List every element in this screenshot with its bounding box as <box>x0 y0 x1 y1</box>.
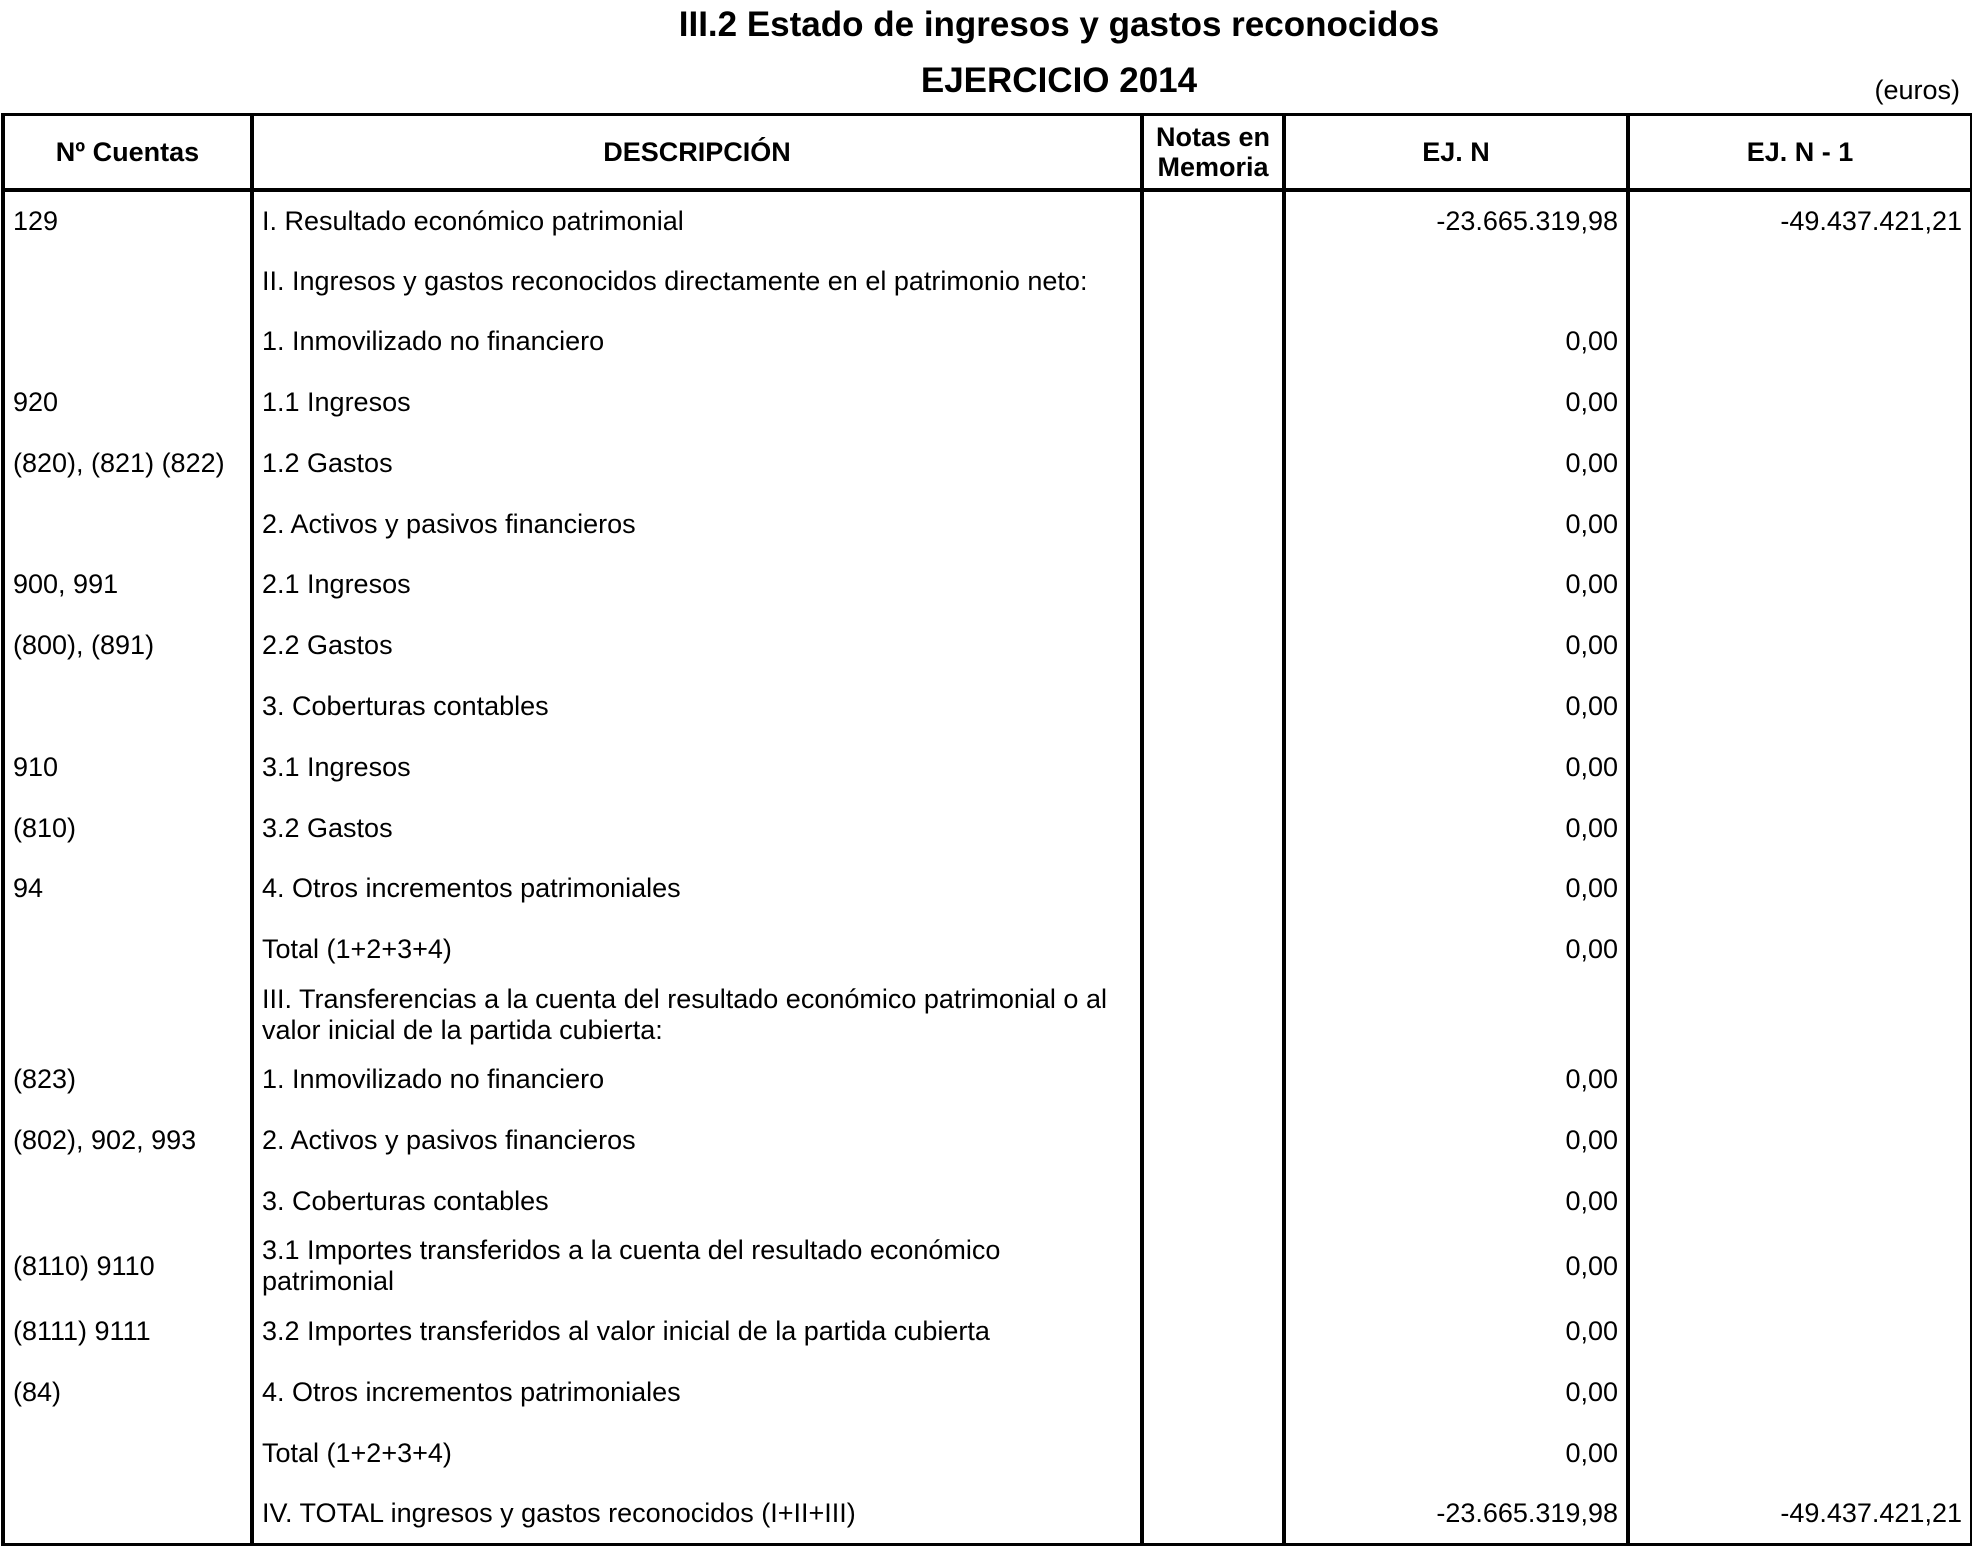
table-row <box>3 980 1972 1049</box>
notes-cell <box>1142 737 1284 798</box>
notes-cell <box>1142 1423 1284 1484</box>
description-cell: I. Resultado económico patrimonial <box>252 190 1142 251</box>
description-cell: 2.2 Gastos <box>252 615 1142 676</box>
table-row <box>3 190 1972 251</box>
description-cell: 3.2 Gastos <box>252 798 1142 859</box>
description-cell: Total (1+2+3+4) <box>252 1423 1142 1484</box>
description-cell: III. Transferencias a la cuenta del resultado económico patrimonial o al valor inicial de la partida cubierta: <box>252 980 1142 1049</box>
ej-n-1-cell <box>1628 1110 1972 1171</box>
ej-n-1-cell <box>1628 433 1972 494</box>
ej-n-1-cell <box>1628 858 1972 919</box>
account-cell <box>3 676 252 737</box>
ej-n-1-cell <box>1628 1171 1972 1232</box>
account-cell <box>3 1483 252 1544</box>
ej-n-1-cell <box>1628 1423 1972 1484</box>
account-cell <box>3 1423 252 1484</box>
ej-n-1-cell <box>1628 1049 1972 1110</box>
table-row <box>3 1301 1972 1362</box>
column-header-notes: Notas en Memoria <box>1142 115 1284 191</box>
account-cell: 920 <box>3 372 252 433</box>
ej-n-1-cell <box>1628 1232 1972 1301</box>
table-row <box>3 494 1972 555</box>
ej-n-1-cell <box>1628 676 1972 737</box>
ej-n-cell <box>1284 980 1628 1049</box>
notes-cell <box>1142 190 1284 251</box>
table-body <box>3 190 1972 1545</box>
description-cell: 4. Otros incrementos patrimoniales <box>252 858 1142 919</box>
ej-n-1-cell <box>1628 251 1972 312</box>
column-header-ej-n: EJ. N <box>1284 115 1628 191</box>
account-cell: (802), 902, 993 <box>3 1110 252 1171</box>
account-cell: 94 <box>3 858 252 919</box>
table-header-row <box>3 115 1972 191</box>
page-title: III.2 Estado de ingresos y gastos reconocidos <box>678 5 1440 44</box>
notes-cell <box>1142 494 1284 555</box>
units-label: (euros) <box>1874 75 1960 105</box>
ej-n-cell: 0,00 <box>1284 798 1628 859</box>
table-row <box>3 858 1972 919</box>
account-cell: (810) <box>3 798 252 859</box>
account-cell <box>3 980 252 1049</box>
ej-n-1-cell <box>1628 494 1972 555</box>
ej-n-cell: 0,00 <box>1284 372 1628 433</box>
ej-n-1-cell <box>1628 798 1972 859</box>
ej-n-1-cell <box>1628 615 1972 676</box>
notes-cell <box>1142 372 1284 433</box>
notes-cell <box>1142 251 1284 312</box>
ej-n-cell: 0,00 <box>1284 555 1628 616</box>
description-cell: 3. Coberturas contables <box>252 676 1142 737</box>
ej-n-1-cell: -49.437.421,21 <box>1628 190 1972 251</box>
table-row <box>3 919 1972 980</box>
ej-n-cell: 0,00 <box>1284 1423 1628 1484</box>
table-row <box>3 1362 1972 1423</box>
account-cell <box>3 251 252 312</box>
column-header-description: DESCRIPCIÓN <box>252 115 1142 191</box>
account-cell: 910 <box>3 737 252 798</box>
ej-n-cell: 0,00 <box>1284 1049 1628 1110</box>
ej-n-cell: 0,00 <box>1284 919 1628 980</box>
description-cell: 2.1 Ingresos <box>252 555 1142 616</box>
description-cell: 3. Coberturas contables <box>252 1171 1142 1232</box>
ej-n-1-cell <box>1628 555 1972 616</box>
description-cell: IV. TOTAL ingresos y gastos reconocidos (I+II+III) <box>252 1483 1142 1544</box>
table-row <box>3 1483 1972 1544</box>
notes-cell <box>1142 919 1284 980</box>
ej-n-1-cell: -49.437.421,21 <box>1628 1483 1972 1544</box>
account-cell: (800), (891) <box>3 615 252 676</box>
table-row <box>3 251 1972 312</box>
notes-cell <box>1142 312 1284 373</box>
account-cell: (8111) 9111 <box>3 1301 252 1362</box>
ej-n-cell: 0,00 <box>1284 1232 1628 1301</box>
ej-n-cell: 0,00 <box>1284 494 1628 555</box>
account-cell: 900, 991 <box>3 555 252 616</box>
notes-cell <box>1142 980 1284 1049</box>
ej-n-cell: 0,00 <box>1284 615 1628 676</box>
ej-n-cell <box>1284 251 1628 312</box>
ej-n-1-cell <box>1628 980 1972 1049</box>
description-cell: 1.2 Gastos <box>252 433 1142 494</box>
table-row <box>3 1171 1972 1232</box>
table-row <box>3 737 1972 798</box>
ej-n-cell: -23.665.319,98 <box>1284 1483 1628 1544</box>
description-cell: 3.1 Importes transferidos a la cuenta del resultado económico patrimonial <box>252 1232 1142 1301</box>
table-row <box>3 555 1972 616</box>
table-row <box>3 798 1972 859</box>
description-cell: 3.1 Ingresos <box>252 737 1142 798</box>
table-row <box>3 1110 1972 1171</box>
ej-n-cell: 0,00 <box>1284 433 1628 494</box>
ej-n-1-cell <box>1628 1301 1972 1362</box>
account-cell: (823) <box>3 1049 252 1110</box>
ej-n-cell: 0,00 <box>1284 1362 1628 1423</box>
ej-n-cell: 0,00 <box>1284 1171 1628 1232</box>
ej-n-cell: 0,00 <box>1284 312 1628 373</box>
table-row <box>3 1232 1972 1301</box>
description-cell: 1.1 Ingresos <box>252 372 1142 433</box>
ej-n-cell: 0,00 <box>1284 737 1628 798</box>
ej-n-cell: 0,00 <box>1284 1301 1628 1362</box>
column-header-accounts: Nº Cuentas <box>3 115 252 191</box>
table-row <box>3 372 1972 433</box>
ej-n-1-cell <box>1628 372 1972 433</box>
account-cell: (820), (821) (822) <box>3 433 252 494</box>
notes-cell <box>1142 676 1284 737</box>
table-row <box>3 1423 1972 1484</box>
notes-cell <box>1142 433 1284 494</box>
description-cell: II. Ingresos y gastos reconocidos directamente en el patrimonio neto: <box>252 251 1142 312</box>
ej-n-1-cell <box>1628 312 1972 373</box>
notes-cell <box>1142 858 1284 919</box>
notes-cell <box>1142 1049 1284 1110</box>
account-cell <box>3 312 252 373</box>
description-cell: 1. Inmovilizado no financiero <box>252 1049 1142 1110</box>
description-cell: Total (1+2+3+4) <box>252 919 1142 980</box>
notes-cell <box>1142 1110 1284 1171</box>
ej-n-cell: -23.665.319,98 <box>1284 190 1628 251</box>
table-row <box>3 615 1972 676</box>
table-row <box>3 312 1972 373</box>
page-subtitle: EJERCICIO 2014 <box>920 61 1198 100</box>
notes-cell <box>1142 1483 1284 1544</box>
account-cell: (8110) 9110 <box>3 1232 252 1301</box>
ej-n-cell: 0,00 <box>1284 676 1628 737</box>
income-expense-table <box>1 113 1972 1546</box>
description-cell: 1. Inmovilizado no financiero <box>252 312 1142 373</box>
description-cell: 4. Otros incrementos patrimoniales <box>252 1362 1142 1423</box>
notes-cell <box>1142 615 1284 676</box>
ej-n-1-cell <box>1628 1362 1972 1423</box>
table-row <box>3 1049 1972 1110</box>
notes-cell <box>1142 1301 1284 1362</box>
notes-cell <box>1142 555 1284 616</box>
notes-cell <box>1142 1232 1284 1301</box>
description-cell: 2. Activos y pasivos financieros <box>252 494 1142 555</box>
description-cell: 3.2 Importes transferidos al valor inicial de la partida cubierta <box>252 1301 1142 1362</box>
notes-cell <box>1142 1171 1284 1232</box>
account-cell <box>3 1171 252 1232</box>
table-row <box>3 433 1972 494</box>
ej-n-cell: 0,00 <box>1284 858 1628 919</box>
account-cell <box>3 494 252 555</box>
notes-cell <box>1142 1362 1284 1423</box>
account-cell: 129 <box>3 190 252 251</box>
account-cell <box>3 919 252 980</box>
ej-n-1-cell <box>1628 737 1972 798</box>
description-cell: 2. Activos y pasivos financieros <box>252 1110 1142 1171</box>
column-header-ej-n-1: EJ. N - 1 <box>1628 115 1972 191</box>
ej-n-1-cell <box>1628 919 1972 980</box>
ej-n-cell: 0,00 <box>1284 1110 1628 1171</box>
notes-cell <box>1142 798 1284 859</box>
table-row <box>3 676 1972 737</box>
account-cell: (84) <box>3 1362 252 1423</box>
